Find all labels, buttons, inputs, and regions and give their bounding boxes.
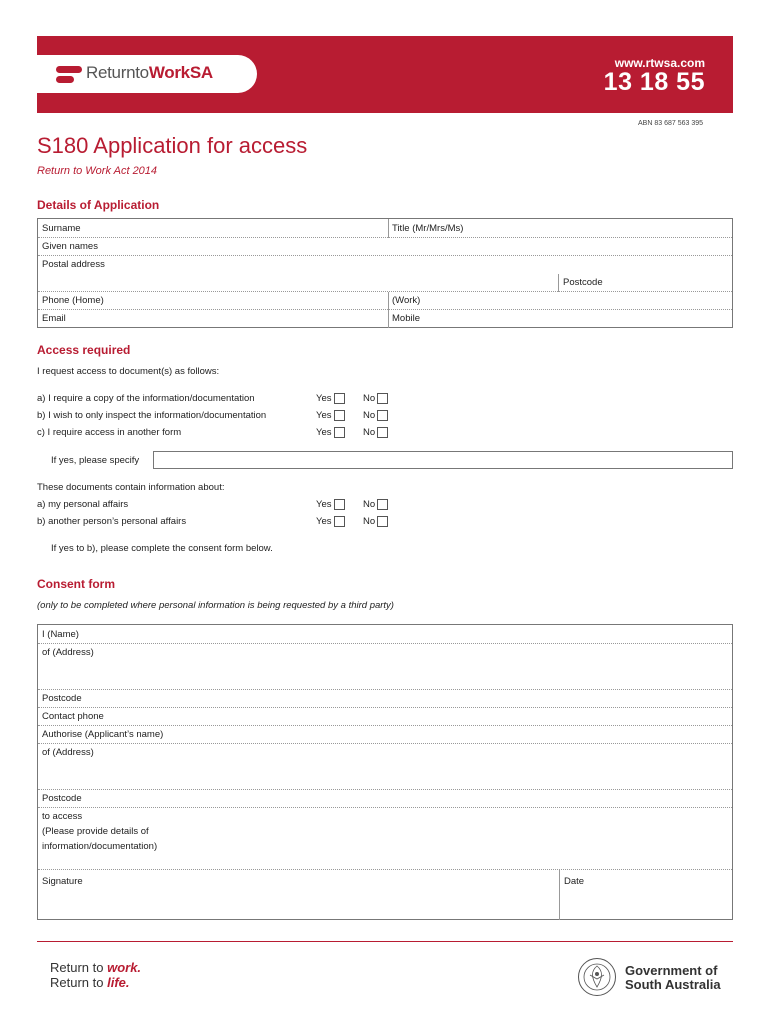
consent-postcode2-field[interactable]: Postcode <box>42 793 82 804</box>
gov-line-2: South Australia <box>625 977 721 992</box>
logo-part-2: Work <box>148 63 190 82</box>
surname-row <box>38 219 732 238</box>
sa-crest-icon <box>577 957 617 997</box>
divider <box>388 219 389 238</box>
yes-label: Yes <box>316 393 332 404</box>
divider <box>559 870 560 920</box>
access-intro: I request access to document(s) as follows: <box>37 366 220 377</box>
option-c-no-checkbox[interactable] <box>377 427 388 438</box>
postcode-field[interactable]: Postcode <box>563 277 603 288</box>
about-b-no-checkbox[interactable] <box>377 516 388 527</box>
date-field[interactable]: Date <box>564 876 585 887</box>
logo-pill <box>37 55 257 93</box>
yes-label: Yes <box>316 516 332 527</box>
signature-field[interactable]: Signature <box>42 876 83 887</box>
access-option-a: a) I require a copy of the information/documentation <box>37 393 255 404</box>
about-intro: These documents contain information about: <box>37 482 225 493</box>
logo-part-3: SA <box>189 63 213 82</box>
email-field[interactable]: Email <box>42 313 66 324</box>
consent-address-field[interactable]: of (Address) <box>42 647 94 658</box>
no-label: No <box>363 393 376 404</box>
slogan-line-2 <box>50 975 130 990</box>
slogan-2-emphasis: life. <box>107 975 130 990</box>
consent-address2-row <box>38 744 732 790</box>
consent-signature-row <box>38 870 732 920</box>
access-heading: Access required <box>37 343 131 357</box>
logo-part-1: Returnto <box>86 63 149 82</box>
specify-input[interactable] <box>153 451 733 469</box>
consent-name-row <box>38 625 732 644</box>
logo-text <box>86 63 213 83</box>
postal-address-field[interactable]: Postal address <box>42 259 105 270</box>
option-a-no-checkbox[interactable] <box>377 393 388 404</box>
consent-access-field[interactable]: to access <box>42 811 83 822</box>
page-title: S180 Application for access <box>37 133 308 158</box>
consent-access-row <box>38 808 732 870</box>
slogan-line-1 <box>50 960 141 975</box>
header-band <box>37 36 733 113</box>
consent-note: If yes to b), please complete the consent form below. <box>51 543 273 554</box>
phone-row <box>38 292 732 310</box>
about-a-yes-checkbox[interactable] <box>334 499 345 510</box>
phone-home-field[interactable]: Phone (Home) <box>42 295 104 306</box>
given-names-row <box>38 238 732 256</box>
no-label: No <box>363 427 376 438</box>
yes-label: Yes <box>316 499 332 510</box>
consent-contact-phone-field[interactable]: Contact phone <box>42 711 104 722</box>
consent-address2-field[interactable]: of (Address) <box>42 747 94 758</box>
header-phone: 13 18 55 <box>603 68 705 96</box>
footer-rule <box>37 941 733 942</box>
details-heading: Details of Application <box>37 198 160 212</box>
option-c-yes-checkbox[interactable] <box>334 427 345 438</box>
about-option-a: a) my personal affairs <box>37 499 129 510</box>
about-b-yes-checkbox[interactable] <box>334 516 345 527</box>
given-names-field[interactable]: Given names <box>42 241 98 252</box>
consent-postcode-row <box>38 690 732 708</box>
title-field[interactable]: Title (Mr/Mrs/Ms) <box>392 223 464 234</box>
no-label: No <box>363 516 376 527</box>
consent-address-row <box>38 644 732 690</box>
about-a-no-checkbox[interactable] <box>377 499 388 510</box>
surname-field[interactable]: Surname <box>42 223 81 234</box>
divider <box>388 292 389 328</box>
logo-mark-icon <box>56 66 82 83</box>
specify-label: If yes, please specify <box>51 455 140 466</box>
gov-line-1: Government of <box>625 963 718 978</box>
government-label <box>625 964 721 992</box>
consent-box <box>37 624 733 920</box>
access-option-c: c) I require access in another form <box>37 427 182 438</box>
abn-number: ABN 83 687 563 395 <box>638 120 703 127</box>
option-b-no-checkbox[interactable] <box>377 410 388 421</box>
yes-label: Yes <box>316 410 332 421</box>
access-option-b: b) I wish to only inspect the information/documentation <box>37 410 267 421</box>
consent-postcode-field[interactable]: Postcode <box>42 693 82 704</box>
consent-postcode2-row <box>38 790 732 808</box>
consent-phone-row <box>38 708 732 726</box>
divider <box>558 274 559 292</box>
details-box <box>37 218 733 328</box>
no-label: No <box>363 410 376 421</box>
page-subtitle: Return to Work Act 2014 <box>37 165 158 177</box>
consent-name-field[interactable]: I (Name) <box>42 629 79 640</box>
yes-label: Yes <box>316 427 332 438</box>
mobile-field[interactable]: Mobile <box>392 313 420 324</box>
postal-address-row <box>38 256 732 292</box>
about-option-b: b) another person’s personal affairs <box>37 516 187 527</box>
no-label: No <box>363 499 376 510</box>
consent-instruction: (only to be completed where personal information is being requested by a third party) <box>37 600 394 611</box>
consent-access-note: information/documentation) <box>42 841 158 852</box>
email-row <box>38 310 732 328</box>
option-a-yes-checkbox[interactable] <box>334 393 345 404</box>
header-url[interactable]: www.rtwsa.com <box>614 56 705 70</box>
phone-work-field[interactable]: (Work) <box>392 295 421 306</box>
consent-heading: Consent form <box>37 577 115 591</box>
consent-access-note: (Please provide details of <box>42 826 149 837</box>
slogan-2-text: Return to <box>50 975 108 990</box>
slogan-1-text: Return to <box>50 960 108 975</box>
slogan-1-emphasis: work. <box>107 960 142 975</box>
option-b-yes-checkbox[interactable] <box>334 410 345 421</box>
consent-authorise-field[interactable]: Authorise (Applicant’s name) <box>42 729 164 740</box>
